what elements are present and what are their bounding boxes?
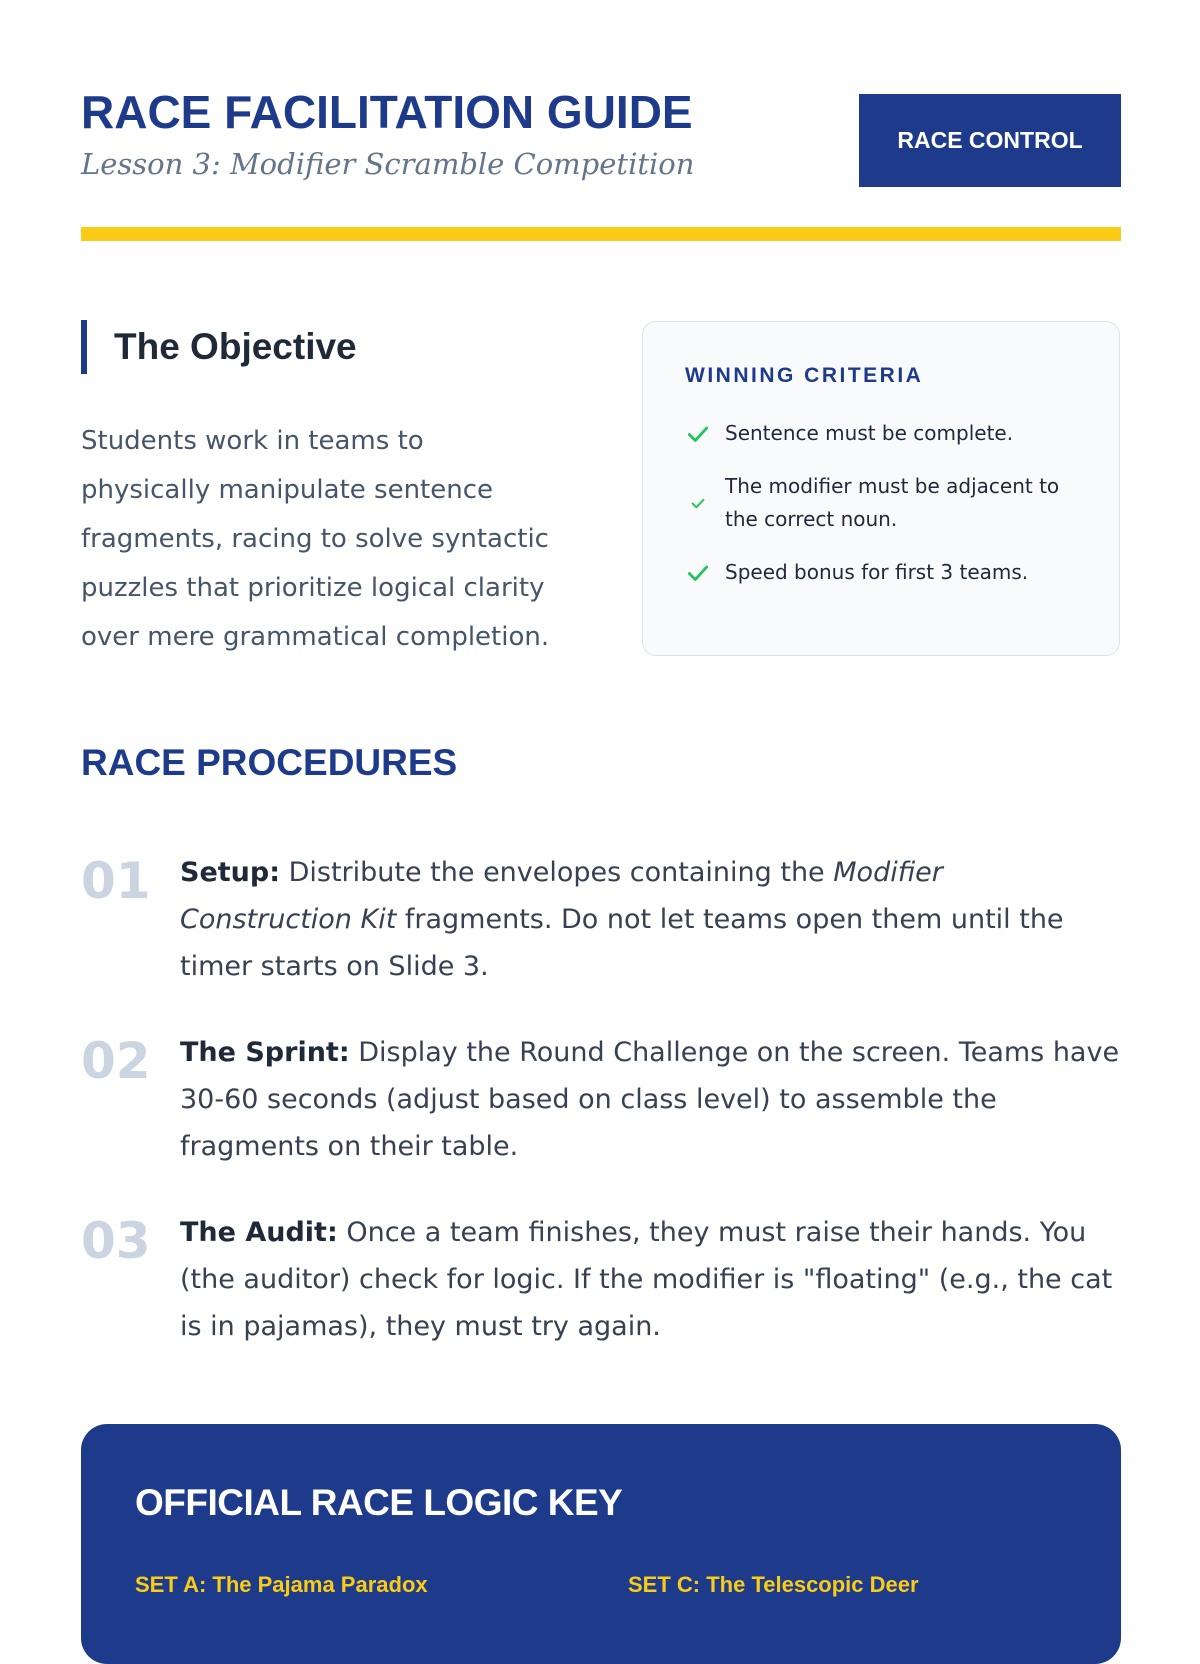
step-text — [180, 849, 1123, 990]
step-body: Display the Round Challenge on the screen. Teams have 30-60 seconds (adjust based on class level) to assemble the fragments on their table. — [180, 1037, 1120, 1162]
procedures-title: RACE PROCEDURES — [81, 742, 458, 783]
objective-heading — [81, 320, 571, 374]
checkmark-icon — [685, 490, 711, 516]
objective-text: Students work in teams to physically manipulate sentence fragments, racing to solve syntactic puzzles that prioritize logical clarity over mere grammatical completion. — [81, 426, 550, 652]
winning-criteria-card — [642, 321, 1120, 656]
criteria-item — [685, 417, 1085, 450]
page-title: RACE FACILITATION GUIDE — [81, 86, 693, 138]
guide-header — [81, 84, 1121, 190]
header-divider — [81, 227, 1121, 241]
criteria-list — [685, 417, 1085, 609]
step-label: The Audit: — [180, 1217, 338, 1248]
objective-section — [81, 320, 571, 652]
facilitation-guide-page — [81, 0, 1121, 1600]
logic-key-title: OFFICIAL RACE LOGIC KEY — [135, 1482, 623, 1523]
step-emphasis: Modifier Construction Kit — [180, 857, 943, 935]
step-label: The Sprint: — [180, 1037, 350, 1068]
race-control-button[interactable]: RACE CONTROL — [859, 94, 1121, 187]
step-number: 03 — [81, 1212, 151, 1270]
step-text — [180, 1209, 1123, 1350]
race-logic-key-card — [81, 1424, 1121, 1664]
step-body: Distribute the envelopes containing the — [280, 857, 834, 888]
criteria-heading: WINNING CRITERIA — [685, 364, 924, 387]
step-number: 02 — [81, 1032, 151, 1090]
criteria-item-text: Sentence must be complete. — [725, 421, 1014, 445]
checkmark-icon — [685, 421, 711, 447]
step-body: fragments. Do not let teams open them until the timer starts on Slide 3. — [180, 904, 1064, 982]
step-label: Setup: — [180, 857, 281, 888]
logic-key-set-c: SET C: The Telescopic Deer — [628, 1572, 919, 1597]
heading-accent-bar — [81, 320, 87, 374]
criteria-item-text: Speed bonus for first 3 teams. — [725, 560, 1029, 584]
step-body: Once a team finishes, they must raise their hands. You (the auditor) check for logic. If the modifier is "floating" (e.g., the cat is in pajamas), they must try again. — [180, 1217, 1113, 1342]
criteria-item — [685, 556, 1085, 589]
checkmark-icon — [685, 560, 711, 586]
step-text — [180, 1029, 1123, 1170]
logic-key-set-a: SET A: The Pajama Paradox — [135, 1572, 428, 1597]
lesson-subtitle: Lesson 3: Modifier Scramble Competition — [81, 147, 695, 181]
objective-heading-text: The Objective — [114, 326, 357, 367]
criteria-item — [685, 470, 1085, 536]
criteria-item-text: The modifier must be adjacent to the correct noun. — [725, 474, 1060, 531]
step-number: 01 — [81, 852, 151, 910]
